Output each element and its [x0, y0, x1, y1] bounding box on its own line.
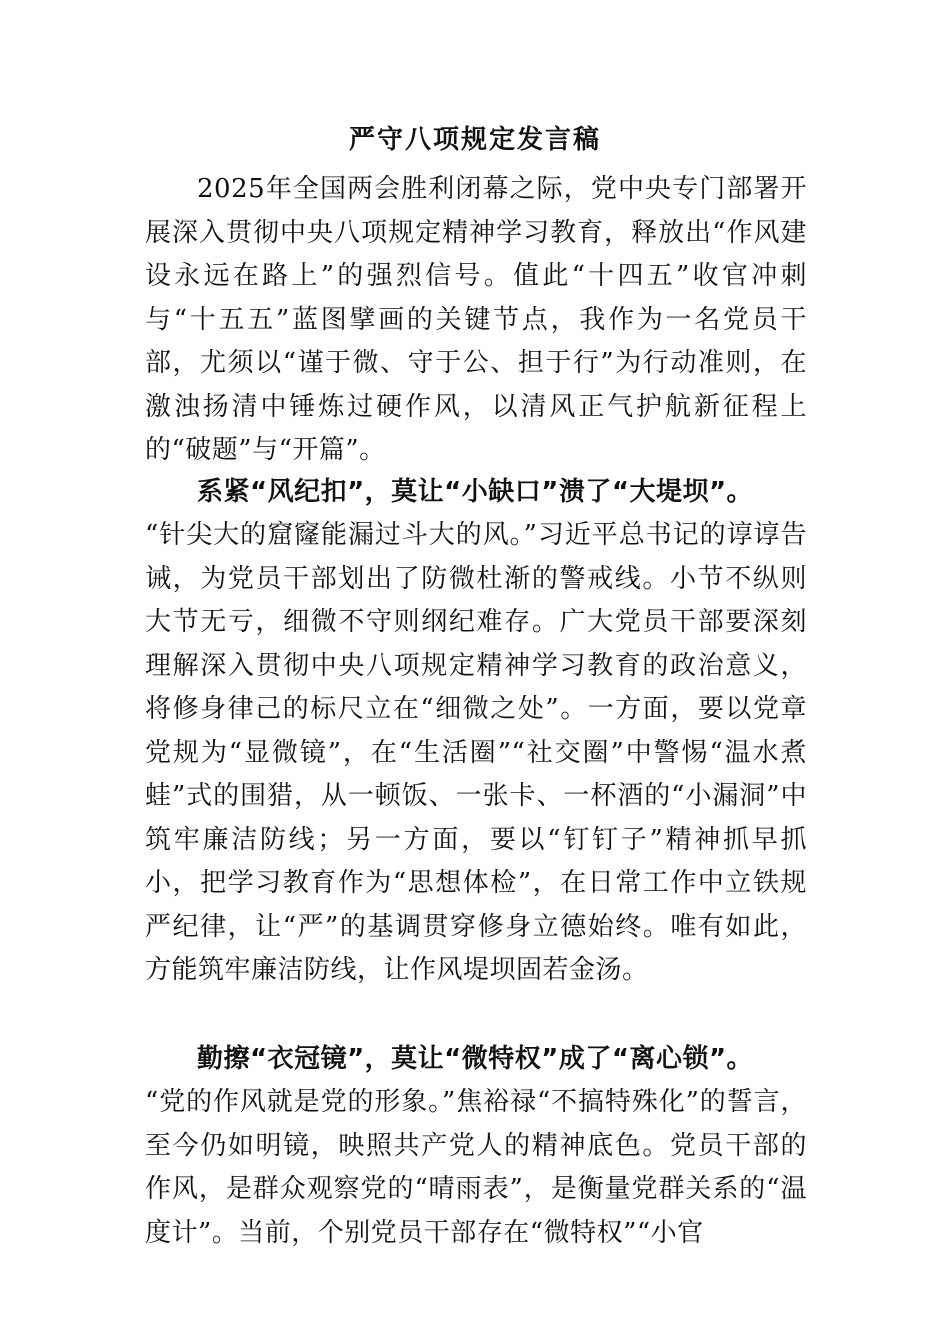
intro-paragraph [145, 168, 807, 473]
intro-text: 2025年全国两会胜利闭幕之际，党中央专门部署开展深入贯彻中央八项规定精神学习教育，释放出“作风建设永远在路上”的强烈信号。值此“十四五”收官冲刺与“十五五”蓝图擘画的关键节点，我作为一名党员干部，尤须以“谨于微、守于公、担于行”为行动准则，在激浊扬清中锤炼过硬作风，以清风正气护航新征程上的“破题”与“开篇”。 [145, 174, 807, 465]
section-1-body: “针尖大的窟窿能漏过斗大的风。”习近平总书记的谆谆告诫，为党员干部划出了防微杜渐的警戒线。小节不纵则大节无亏，细微不守则纲纪难存。广大党员干部要深刻理解深入贯彻中央八项规定精神学习教育的政治意义，将修身律己的标尺立在“细微之处”。一方面，要以党章党规为“显微镜”，在“生活圈”“社交圈”中警惕“温水煮蛙”式的围猎，从一顿饭、一张卡、一杯酒的“小漏洞”中筑牢廉洁防线；另一方面，要以“钉钉子”精神抓早抓小，把学习教育作为“思想体检”，在日常工作中立铁规严纪律，让“严”的基调贯穿修身立德始终。唯有如此，方能筑牢廉洁防线，让作风堤坝固若金汤。 [145, 520, 807, 985]
section-2-paragraph [145, 1081, 807, 1255]
section-1-heading: 系紧“风纪扣”，莫让“小缺口”溃了“大堤坝”。 [197, 477, 754, 507]
section-2-heading: 勤擦“衣冠镜”，莫让“微特权”成了“离心锁”。 [197, 1044, 754, 1074]
section-1-paragraph [145, 514, 807, 993]
section-2-body: “党的作风就是党的形象。”焦裕禄“不搞特殊化”的誓言，至今仍如明镜，映照共产党人的精神底色。党员干部的作风，是群众观察党的“晴雨表”，是衡量党群关系的“温度计”。当前，个别党员干部存在“微特权”“小官 [145, 1087, 807, 1248]
document-title: 严守八项规定发言稿 [348, 125, 601, 155]
